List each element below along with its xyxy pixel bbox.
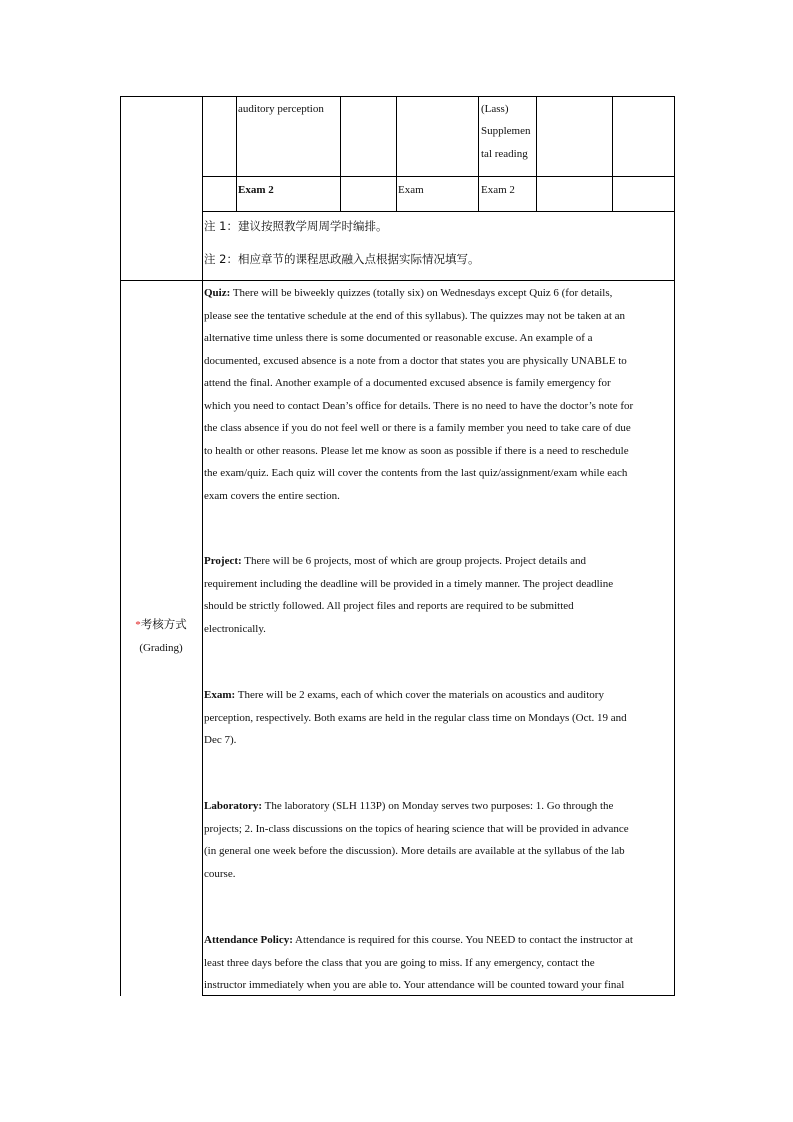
paragraph-line: the exam/quiz. Each quiz will cover the contents from the last quiz/assignment/exam while each	[204, 467, 628, 479]
attendance-paragraph	[204, 929, 674, 997]
paragraph-line: least three days before the class that you are going to miss. If any emergency, contact the	[204, 956, 595, 969]
schedule-type-cell: Exam	[398, 184, 424, 196]
paragraph-line: exam covers the entire section.	[204, 489, 340, 502]
section-heading: Exam:	[204, 689, 236, 701]
column-divider	[478, 96, 479, 212]
schedule-reading-line: Supplemen	[481, 125, 531, 137]
paragraph-line: documented, excused absence is a note from a doctor that states you are physically UNABLE to	[204, 354, 627, 367]
section-heading: Quiz:	[204, 287, 231, 299]
column-divider	[536, 96, 537, 212]
schedule-reading-line: tal reading	[481, 148, 528, 160]
paragraph-line: Quiz: There will be biweekly quizzes (totally six) on Wednesdays except Quiz 6 (for details,	[204, 287, 613, 299]
section-heading: Attendance Policy:	[204, 934, 293, 946]
laboratory-paragraph	[204, 795, 674, 885]
column-divider	[236, 96, 237, 212]
paragraph-line: please see the tentative schedule at the end of this syllabus). The quizzes may not be taken at an	[204, 309, 626, 322]
paragraph-line: to health or other reasons. Please let me know as soon as possible if there is a need to reschedule	[204, 444, 629, 457]
schedule-topic-cell: auditory perception	[238, 103, 324, 115]
paragraph-line: attend the final. Another example of a documented excused absence is family emergency for	[204, 377, 611, 389]
column-divider	[340, 96, 341, 212]
paragraph-line: alternative time unless there is some documented or reasonable excuse. An example of a	[204, 332, 593, 344]
grading-label-en: (Grading)	[139, 641, 183, 654]
paragraph-line: (in general one week before the discussion). More details are available at the syllabus of the lab	[204, 845, 625, 857]
table-top-border	[120, 96, 675, 97]
paragraph-line: projects; 2. In-class discussions on the topics of hearing science that will be provided in advance	[204, 822, 629, 835]
paragraph-line: the class absence if you do not feel well or there is a family member you need to take care of due	[204, 422, 631, 434]
grading-label	[121, 613, 201, 659]
schedule-topic-cell: Exam 2	[238, 184, 274, 196]
column-divider	[202, 96, 203, 996]
paragraph-line: which you need to contact Dean’s office for details. There is no need to have the doctor’s note for	[204, 399, 634, 412]
table-right-border	[674, 96, 675, 996]
section-heading: Project:	[204, 555, 242, 567]
quiz-paragraph	[204, 282, 674, 507]
row-divider	[202, 176, 675, 177]
section-heading: Laboratory:	[204, 800, 263, 812]
paragraph-line: should be strictly followed. All project files and reports are required to be submitted	[204, 600, 574, 612]
note-line: 注 2：相应章节的课程思政融入点根据实际情况填写。	[204, 252, 480, 266]
row-divider	[202, 211, 675, 212]
paragraph-line: Attendance Policy: Attendance is required for this course. You NEED to contact the instructor at	[204, 934, 633, 946]
paragraph-line: instructor immediately when you are able to. Your attendance will be counted toward your final	[204, 979, 625, 991]
column-divider	[612, 96, 613, 212]
paragraph-line: course.	[204, 867, 236, 880]
column-divider	[396, 96, 397, 212]
note-line: 注 1：建议按照教学周周学时编排。	[204, 219, 388, 233]
paragraph-line: perception, respectively. Both exams are held in the regular class time on Mondays (Oct. 19 and	[204, 711, 627, 724]
paragraph-line: Laboratory: The laboratory (SLH 113P) on Monday serves two purposes: 1. Go through the	[204, 800, 614, 812]
required-star: *	[135, 619, 141, 631]
project-paragraph	[204, 550, 674, 640]
table-left-border	[120, 96, 121, 996]
schedule-reading-cell: Exam 2	[481, 184, 515, 196]
paragraph-line: Dec 7).	[204, 734, 237, 746]
grading-label-cn	[121, 613, 201, 637]
section-divider	[120, 280, 675, 281]
paragraph-line: Project: There will be 6 projects, most of which are group projects. Project details and	[204, 555, 587, 567]
paragraph-line: electronically.	[204, 622, 266, 635]
paragraph-line: requirement including the deadline will be provided in a timely manner. The project deadline	[204, 577, 614, 590]
schedule-reading-line: (Lass)	[481, 103, 509, 115]
grading-label-cn-text: 考核方式	[140, 617, 187, 631]
exam-paragraph	[204, 684, 674, 752]
paragraph-line: Exam: There will be 2 exams, each of which cover the materials on acoustics and auditory	[204, 689, 604, 701]
